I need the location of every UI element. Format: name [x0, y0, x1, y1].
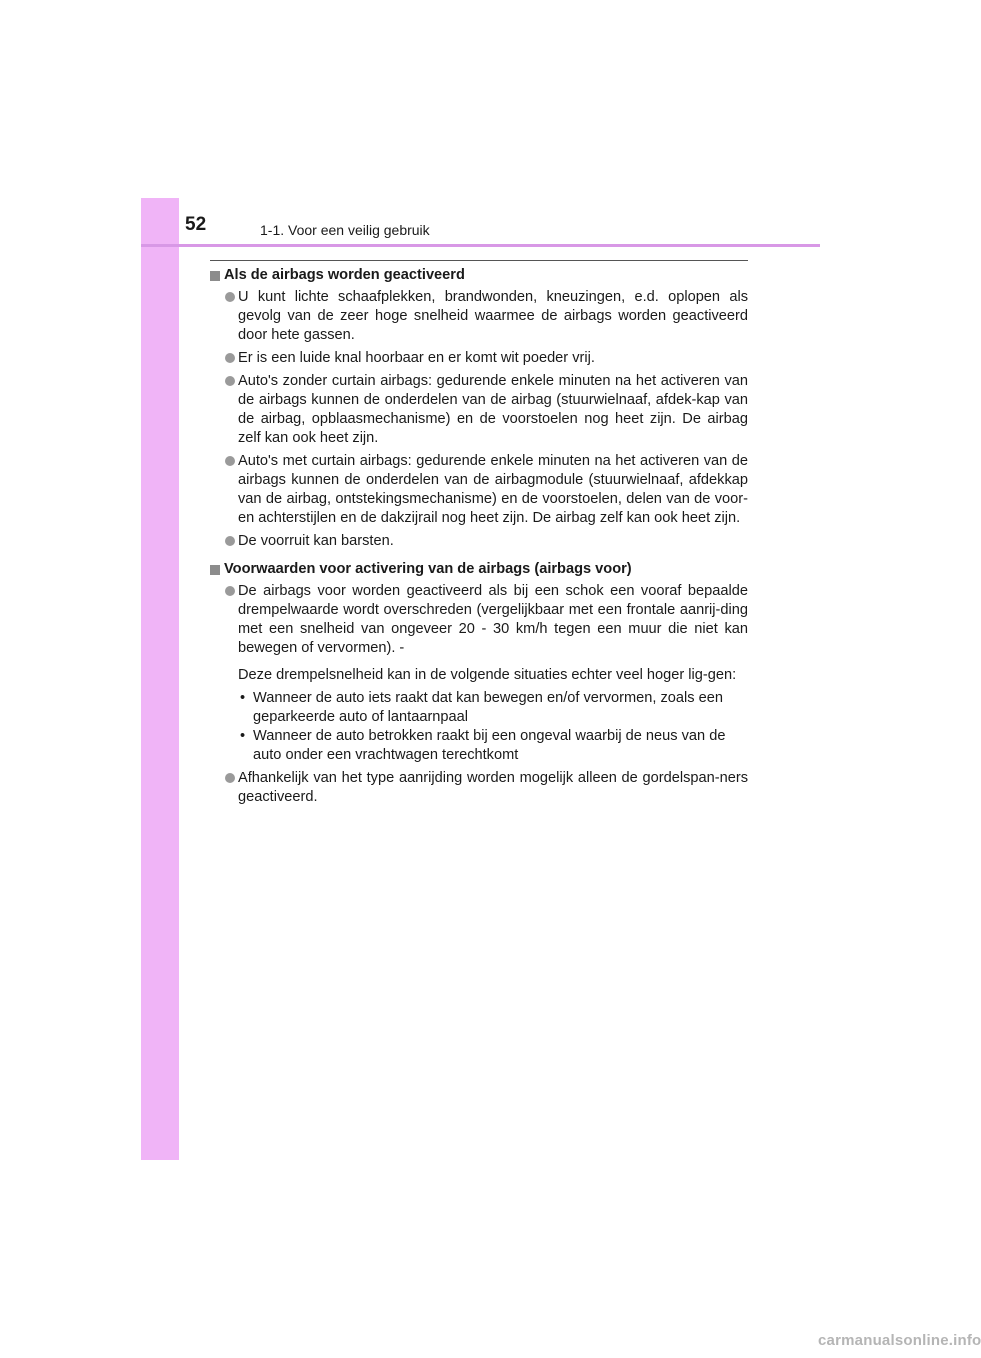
chapter-title: 1-1. Voor een veilig gebruik	[260, 222, 430, 238]
page-content	[210, 266, 748, 811]
list-item	[210, 349, 748, 368]
list-item-text: Auto's zonder curtain airbags: gedurende enkele minuten na het activeren van de airbags kunnen de onderdelen van de airbag (stuurwielnaaf, afdek-kap van de airbag, opblaasmechanisme) en de voorstoelen nog heet zijn. De airbag zelf kan ook heet zijn.	[238, 373, 748, 446]
circle-bullet-icon	[225, 536, 235, 546]
circle-bullet-icon	[225, 376, 235, 386]
circle-bullet-icon	[225, 586, 235, 596]
section-divider	[210, 260, 748, 261]
chapter-tab-sidebar	[141, 198, 179, 1160]
list-item-text: Afhankelijk van het type aanrijding worden mogelijk alleen de gordelspan-ners geactiveerd.	[238, 770, 748, 805]
header-rule	[141, 244, 820, 247]
sub-list-item	[210, 689, 748, 727]
dot-marker: •	[240, 690, 246, 706]
list-item	[210, 452, 748, 528]
list-item	[210, 288, 748, 345]
circle-bullet-icon	[225, 456, 235, 466]
list-item-text: De airbags voor worden geactiveerd als bij een schok een vooraf bepaalde drempelwaarde wordt overschreden (vergelijkbaar met een frontale aanrij-ding met een snelheid van ongeveer 20 - 30 km/h tegen een muur die niet kan bewegen of vervormen). -	[238, 583, 748, 656]
square-bullet-icon	[210, 565, 220, 575]
sub-list-item-text: Wanneer de auto iets raakt dat kan bewegen en/of vervormen, zoals een geparkeerde auto of lantaarnpaal	[253, 690, 723, 725]
section-heading-text: Als de airbags worden geactiveerd	[224, 267, 465, 283]
section-heading-text: Voorwaarden voor activering van de airbags (airbags voor)	[224, 561, 632, 577]
circle-bullet-icon	[225, 353, 235, 363]
list-item-text: Er is een luide knal hoorbaar en er komt wit poeder vrij.	[238, 350, 595, 366]
section-heading	[210, 560, 748, 579]
list-item	[210, 582, 748, 658]
page-number: 52	[185, 214, 207, 235]
list-item-text: De voorruit kan barsten.	[238, 533, 394, 549]
list-item	[210, 532, 748, 551]
sub-list-item-text: Wanneer de auto betrokken raakt bij een ongeval waarbij de neus van de auto onder een vrachtwagen terechtkomt	[253, 728, 726, 763]
list-item-text: U kunt lichte schaafplekken, brandwonden, kneuzingen, e.d. oplopen als gevolg van de zeer hoge snelheid waarmee de airbags worden geactiveerd door hete gassen.	[238, 289, 748, 343]
list-item-text: Auto's met curtain airbags: gedurende enkele minuten na het activeren van de airbags kunnen de onderdelen van de airbagmodule (stuurwielnaaf, afdekkap van de airbag, ontstekingsmechanisme) en de voorstoelen, delen van de voor- en achterstijlen en de dakzijrail nog heet zijn. De airbag zelf kan ook heet zijn.	[238, 453, 748, 526]
list-item	[210, 372, 748, 448]
square-bullet-icon	[210, 271, 220, 281]
circle-bullet-icon	[225, 292, 235, 302]
watermark: carmanualsonline.info	[818, 1332, 981, 1349]
sub-list-item	[210, 727, 748, 765]
dot-marker: •	[240, 728, 246, 744]
paragraph: Deze drempelsnelheid kan in de volgende situaties echter veel hoger lig-gen:	[238, 667, 737, 683]
section-heading	[210, 266, 748, 285]
list-item	[210, 769, 748, 807]
circle-bullet-icon	[225, 773, 235, 783]
